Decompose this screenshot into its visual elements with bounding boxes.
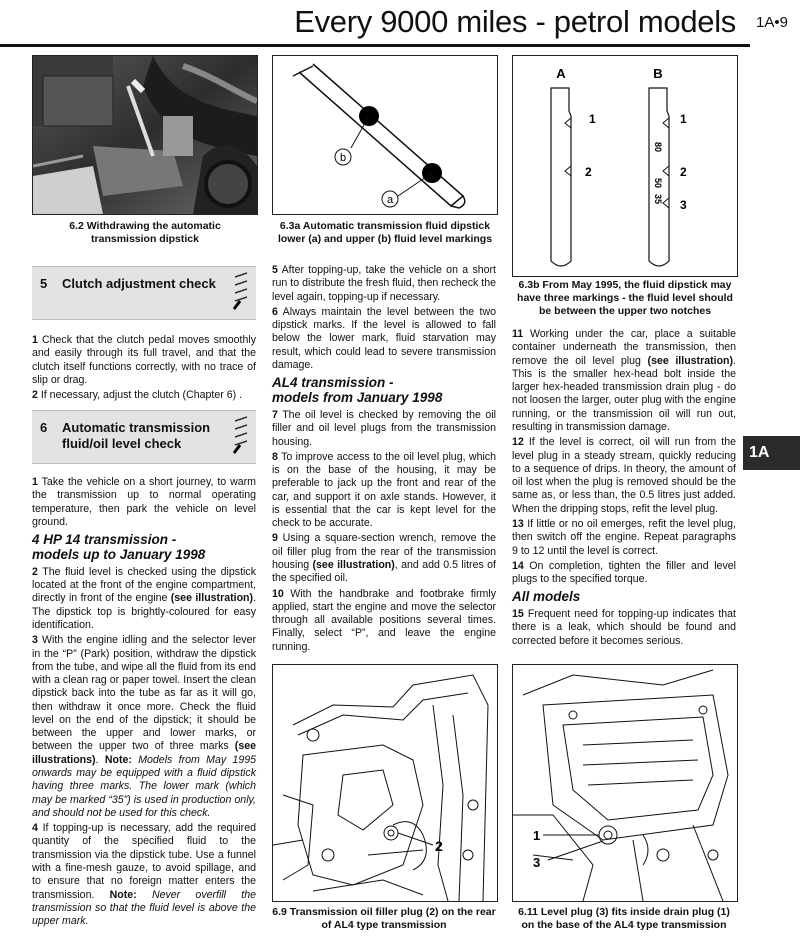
spanner-rating-icon: [232, 271, 252, 311]
figure-6-2-caption: 6.2 Withdrawing the automatic transmission dipstick: [69, 220, 221, 246]
callout-3: 3: [533, 855, 541, 870]
figure-6-3b-caption: 6.3b From May 1995, the fluid dipstick may have three markings - the fluid level should be between the upper two notches: [517, 279, 733, 318]
page-title: Every 9000 miles - petrol models: [294, 4, 736, 39]
transmission-rear-drawing: [273, 665, 497, 901]
engraving-35: 35: [653, 194, 663, 205]
column-3-text: 11 Working under the car, place a suitable container underneath the transmission, then remove the oil level plug (see illustration). This is the smaller hex-head bolt inside the larger hex-headed transmission drain plug - do not loosen the larger, outer plug with the engine running, or the transmission oil will run out, resulting in transmission damage. 12 If the level is correct, oil will run from the level plug in a steady stream, quickly reducing to a sequence of drips. In theory, the amount of oil lost when the plug is removed should be the same as, or less than, the 0.5 litres just added. When the dripping stops, refit the level plug. 13 If little or no oil emerges, refit the level plug, then switch off the engine. Repeat paragraphs 9 to 12 until the level is correct. 14 On completion, tighten the filler and level plugs to the specified torque. All models 15 Frequent need for topping-up indicates that there is a leak, which should be found and corrected before it becomes serious.: [512, 328, 736, 647]
mark-b1: 1: [680, 112, 687, 126]
figure-6-11-caption: 6.11 Level plug (3) fits inside drain plug (1) on the base of the AL4 type transmission: [518, 906, 730, 932]
figure-6-9-caption: 6.9 Transmission oil filler plug (2) on the rear of AL4 type transmission: [272, 906, 496, 932]
engraving-80: 80: [653, 142, 663, 153]
subheading-al4: AL4 transmission - models from January 1998: [272, 375, 443, 406]
figure-6-3a-diagram: [272, 55, 498, 215]
section-5-title: Clutch adjustment check: [62, 276, 216, 291]
label-dipstick-a: A: [556, 66, 566, 81]
spanner-rating-icon: [232, 415, 252, 455]
mark-a2: 2: [585, 165, 592, 179]
section-6-title: Automatic transmission fluid/oil level check: [62, 420, 211, 452]
figure-6-2-photo: [32, 55, 258, 215]
subheading-all-models: All models: [512, 589, 581, 605]
page-number: 1A•9: [756, 14, 788, 31]
section-6-number: 6: [40, 420, 48, 435]
label-a: a: [386, 194, 394, 206]
callout-2: 2: [435, 838, 443, 854]
subheading-4hp14: 4 HP 14 transmission - models up to January 1998: [32, 532, 206, 562]
engine-bay-photo: [33, 56, 257, 214]
section-5-heading: [32, 266, 256, 320]
engraving-50: 50: [653, 178, 663, 189]
label-dipstick-b: B: [653, 66, 663, 81]
callout-1: 1: [533, 828, 541, 843]
chapter-tab: 1A: [743, 436, 800, 470]
column-1-text-b: 1 Take the vehicle on a short journey, to warm the transmission up to normal operating temperature, then park the vehicle on level ground. 4 HP 14 transmission - models up to January 1998 2 The fluid level is checked using the dipstick located at the front of the engine compartment, directly in front of the engine (see illustration). The dipstick top is brightly-coloured for easy identification. 3 With the engine idling and the selector lever in the “P” (Park) position, withdraw the dipstick from the tube, and wipe all the fluid from its end with a clean rag or paper towel. Insert the clean dipstick back into the tube as far as it will go, then withdraw it once more. Check the fluid level on the end of the dipstick; it should be between the upper and lower marks, or between the upper two of three marks (see illustrations). Note: Models from May 1995 onwards may be equipped with a fluid dipstick having three marks. The lower mark (which may be marked “35”) is used in production only, and should not be used for this check. 4 If topping-up is necessary, add the required quantity of the specified fluid to the transmission via the dipstick tube. Use a funnel with a fine-mesh gauze, to avoid spillage, and to ensure that no foreign matter enters the transmission. Note: Never overfill the transmission so that the fluid level is above the upper mark.: [32, 476, 256, 928]
figure-6-9-drawing: [272, 664, 498, 902]
mark-a1: 1: [589, 112, 596, 126]
section-5-number: 5: [40, 276, 48, 291]
figure-6-3a-caption: 6.3a Automatic transmission fluid dipstick lower (a) and upper (b) fluid level markings: [277, 220, 493, 246]
mark-b2: 2: [680, 165, 687, 179]
section-6-heading: [32, 410, 256, 464]
label-b: b: [339, 152, 347, 164]
header-rule: [0, 44, 750, 47]
column-1-text-a: 1 Check that the clutch pedal moves smoothly and easily through its full travel, and that the clutch itself functions correctly, with no trace of slip or drag. 2 If necessary, adjust the clutch (Chapter 6) .: [32, 334, 256, 402]
dipstick-markings-diagram: [513, 56, 737, 276]
dipstick-diagram: [273, 56, 497, 214]
column-2-text: 5 After topping-up, take the vehicle on a short run to distribute the fresh fluid, then recheck the level again, topping-up if necessary. 6 Always maintain the level between the two dipstick marks. If the level is allowed to fall below the lower mark, fluid starvation may result, which could lead to severe transmission damage. AL4 transmission - models from January 1998 7 The oil level is checked by removing the oil filler and oil level plugs from the transmission housing. 8 To improve access to the oil level plug, which is on the base of the housing, it may be preferable to jack up the front and rear of the car, and support it on axle stands. However, it is essential that the car is kept level for the check to be accurate. 9 Using a square-section wrench, remove the oil filler plug from the rear of the transmission housing (see illustration), and add 0.5 litres of the specified oil. 10 With the handbrake and footbrake firmly applied, start the engine and move the selector through all available positions several times. Finally, select “P”, and leave the engine running.: [272, 264, 496, 653]
transmission-base-drawing: [513, 665, 737, 901]
figure-6-3b-diagram: [512, 55, 738, 277]
figure-6-11-drawing: [512, 664, 738, 902]
mark-b3: 3: [680, 198, 687, 212]
